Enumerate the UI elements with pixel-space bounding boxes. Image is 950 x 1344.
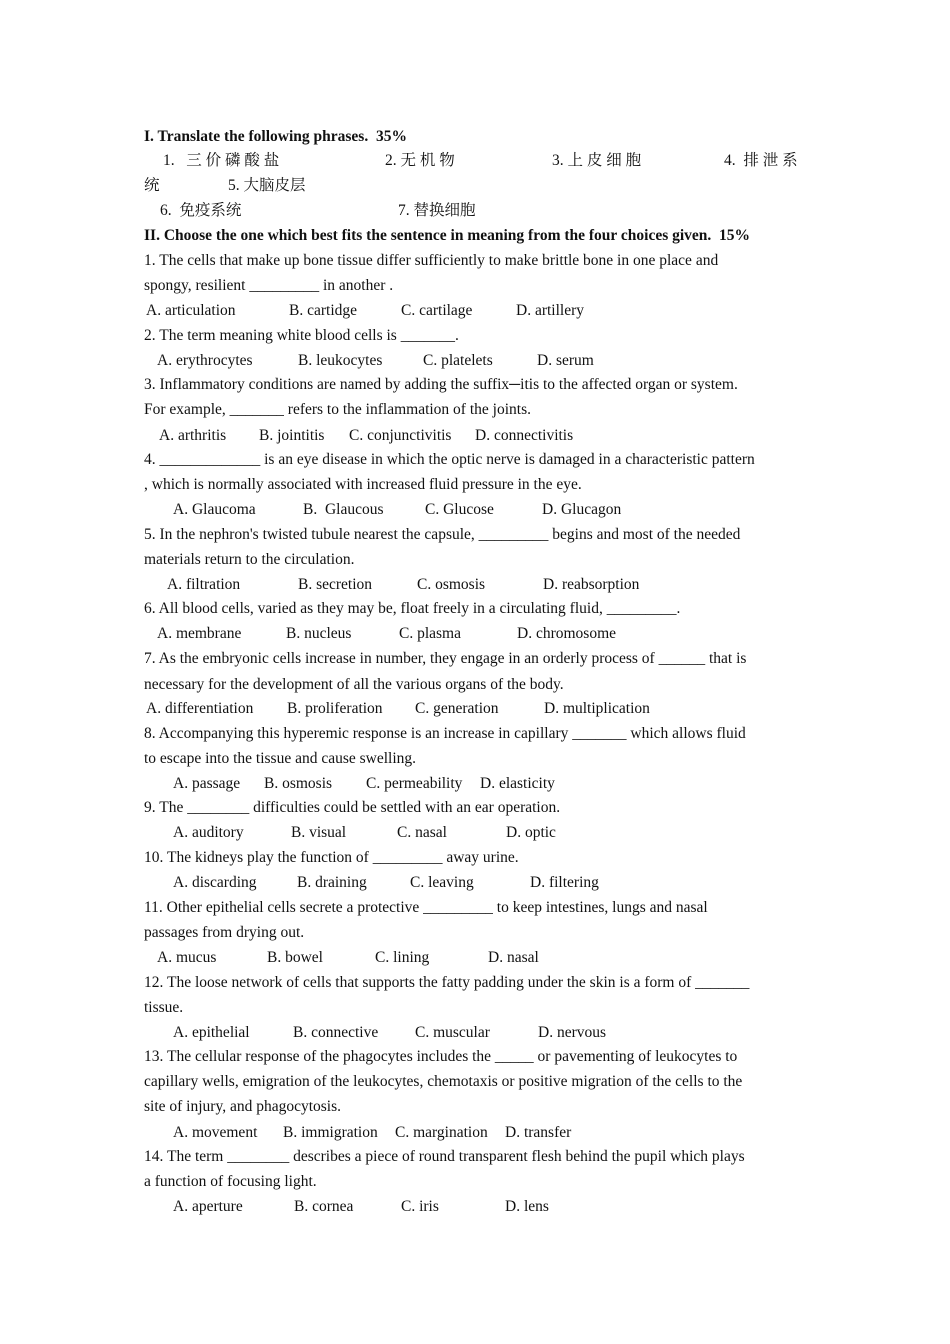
question-1-line-1: 1. The cells that make up bone tissue differ sufficiently to make brittle bone in one place and — [144, 252, 719, 269]
question-2-option-d: D. serum — [537, 352, 594, 369]
question-11-option-d: D. nasal — [488, 949, 539, 966]
question-3-option-d: D. connectivitis — [475, 427, 574, 444]
question-14-line-2: a function of focusing light. — [144, 1173, 317, 1190]
question-4-option-c: C. Glucose — [425, 501, 494, 518]
section-2-heading: II. Choose the one which best fits the sentence in meaning from the four choices given. 15% — [144, 227, 751, 244]
question-14-option-c: C. iris — [401, 1198, 439, 1215]
question-5-option-b: B. secretion — [298, 576, 373, 593]
question-6-line-1: 6. All blood cells, varied as they may be, float freely in a circulating fluid, _________. — [144, 600, 681, 617]
question-14-option-b: B. cornea — [294, 1198, 354, 1215]
question-11-option-c: C. lining — [375, 949, 430, 966]
phrase-7: 7. 替换细胞 — [398, 202, 476, 219]
question-13-option-a: A. movement — [173, 1124, 258, 1141]
question-5-line-2: materials return to the circulation. — [144, 551, 355, 568]
question-3-line-1: 3. Inflammatory conditions are named by adding the suffix─itis to the affected organ or system. — [144, 376, 738, 393]
question-2-option-b: B. leukocytes — [298, 352, 383, 369]
question-8-option-d: D. elasticity — [480, 775, 555, 792]
phrase-1: 1. 三 价 磷 酸 盐 — [163, 152, 280, 169]
question-5-option-a: A. filtration — [167, 576, 241, 593]
question-5-line-1: 5. In the nephron's twisted tubule nearest the capsule, _________ begins and most of the needed — [144, 526, 741, 543]
question-6-option-a: A. membrane — [157, 625, 242, 642]
question-11-option-a: A. mucus — [157, 949, 217, 966]
question-9-option-d: D. optic — [506, 824, 556, 841]
question-10-option-c: C. leaving — [410, 874, 474, 891]
question-10-line-1: 10. The kidneys play the function of _________ away urine. — [144, 849, 519, 866]
phrase-2: 2. 无 机 物 — [385, 152, 455, 169]
question-12-line-1: 12. The loose network of cells that supports the fatty padding under the skin is a form of _______ — [144, 974, 750, 991]
phrase-3: 3. 上 皮 细 胞 — [552, 152, 642, 169]
question-3-option-a: A. arthritis — [159, 427, 227, 444]
question-13-option-b: B. immigration — [283, 1124, 378, 1141]
question-2-option-a: A. erythrocytes — [157, 352, 253, 369]
question-9-option-b: B. visual — [291, 824, 347, 841]
question-4-option-d: D. Glucagon — [542, 501, 622, 518]
question-1-option-c: C. cartilage — [401, 302, 473, 319]
question-12-option-a: A. epithelial — [173, 1024, 250, 1041]
question-1-option-a: A. articulation — [146, 302, 236, 319]
question-13-option-d: D. transfer — [505, 1124, 572, 1141]
question-10-option-d: D. filtering — [530, 874, 599, 891]
question-8-option-a: A. passage — [173, 775, 241, 792]
question-6-option-d: D. chromosome — [517, 625, 617, 642]
question-3-line-2: For example, _______ refers to the inflammation of the joints. — [144, 401, 531, 418]
question-12-option-b: B. connective — [293, 1024, 379, 1041]
section-1-heading: I. Translate the following phrases. 35% — [144, 128, 407, 145]
question-1-option-b: B. cartidge — [289, 302, 358, 319]
question-7-line-1: 7. As the embryonic cells increase in number, they engage in an orderly process of ______ that is — [144, 650, 747, 667]
question-4-line-2: , which is normally associated with increased fluid pressure in the eye. — [144, 476, 582, 493]
question-8-option-b: B. osmosis — [264, 775, 333, 792]
question-12-option-c: C. muscular — [415, 1024, 490, 1041]
question-9-line-1: 9. The ________ difficulties could be settled with an ear operation. — [144, 799, 561, 816]
question-5-option-d: D. reabsorption — [543, 576, 640, 593]
question-11-option-b: B. bowel — [267, 949, 323, 966]
question-14-line-1: 14. The term ________ describes a piece of round transparent flesh behind the pupil which plays — [144, 1148, 745, 1165]
question-2-option-c: C. platelets — [423, 352, 493, 369]
question-14-option-d: D. lens — [505, 1198, 549, 1215]
question-7-option-b: B. proliferation — [287, 700, 383, 717]
question-6-option-c: C. plasma — [399, 625, 461, 642]
question-4-line-1: 4. _____________ is an eye disease in which the optic nerve is damaged in a characteristic pattern — [144, 451, 755, 468]
question-1-option-d: D. artillery — [516, 302, 585, 319]
question-1-line-2: spongy, resilient _________ in another . — [144, 277, 394, 294]
question-3-option-c: C. conjunctivitis — [349, 427, 452, 444]
question-10-option-b: B. draining — [297, 874, 367, 891]
question-12-line-2: tissue. — [144, 999, 184, 1016]
phrase-4-continued: 统 — [144, 177, 160, 194]
question-8-line-2: to escape into the tissue and cause swelling. — [144, 750, 417, 767]
phrase-4: 4. 排 泄 系 — [724, 152, 798, 169]
question-6-option-b: B. nucleus — [286, 625, 352, 642]
question-10-option-a: A. discarding — [173, 874, 257, 891]
question-13-line-1: 13. The cellular response of the phagocytes includes the _____ or pavementing of leukocytes to — [144, 1048, 738, 1065]
question-2-line-1: 2. The term meaning white blood cells is _______. — [144, 327, 459, 344]
question-13-option-c: C. margination — [395, 1124, 488, 1141]
question-14-option-a: A. aperture — [173, 1198, 243, 1215]
question-13-line-2: capillary wells, emigration of the leukocytes, chemotaxis or positive migration of the cells to the — [144, 1073, 743, 1090]
question-7-line-2: necessary for the development of all the various organs of the body. — [144, 676, 564, 693]
question-4-option-a: A. Glaucoma — [173, 501, 256, 518]
question-11-line-1: 11. Other epithelial cells secrete a protective _________ to keep intestines, lungs and nasal — [144, 899, 708, 916]
question-12-option-d: D. nervous — [538, 1024, 607, 1041]
question-8-option-c: C. permeability — [366, 775, 463, 792]
question-9-option-c: C. nasal — [397, 824, 447, 841]
question-7-option-d: D. multiplication — [544, 700, 650, 717]
question-4-option-b: B. Glaucous — [303, 501, 384, 518]
phrase-5: 5. 大脑皮层 — [228, 177, 306, 194]
question-13-line-3: site of injury, and phagocytosis. — [144, 1098, 342, 1115]
question-8-line-1: 8. Accompanying this hyperemic response is an increase in capillary _______ which allows fluid — [144, 725, 746, 742]
phrase-6: 6. 免疫系统 — [160, 202, 242, 219]
question-7-option-a: A. differentiation — [146, 700, 254, 717]
question-7-option-c: C. generation — [415, 700, 499, 717]
question-5-option-c: C. osmosis — [417, 576, 486, 593]
question-3-option-b: B. jointitis — [259, 427, 325, 444]
question-11-line-2: passages from drying out. — [144, 924, 305, 941]
question-9-option-a: A. auditory — [173, 824, 244, 841]
